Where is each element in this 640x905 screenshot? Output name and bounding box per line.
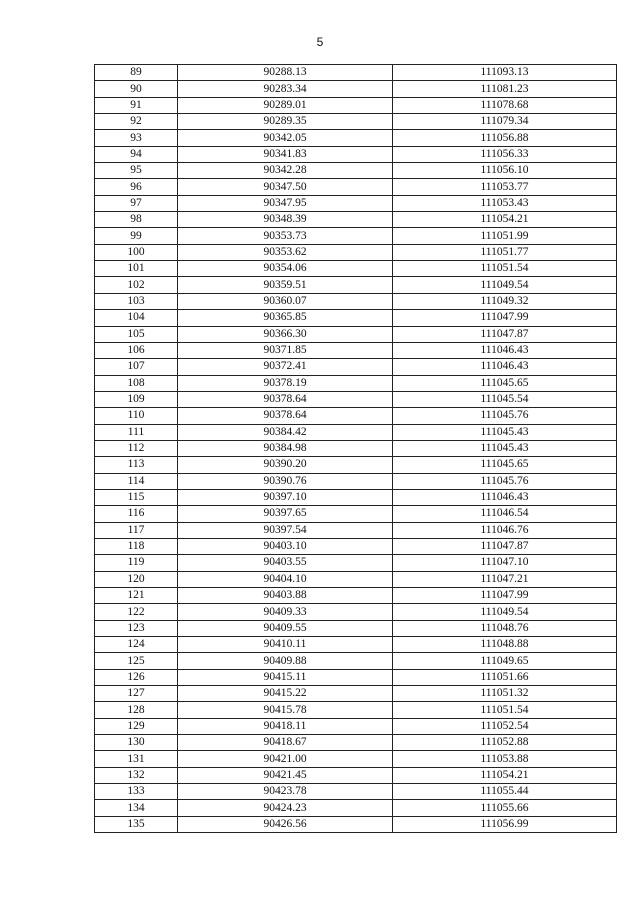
x-coordinate-cell: 90371.85 <box>178 342 393 358</box>
table-row <box>95 473 617 489</box>
y-coordinate-cell: 111051.77 <box>393 244 617 260</box>
point-number-cell: 111 <box>95 424 178 440</box>
table-row <box>95 555 617 571</box>
table-row <box>95 408 617 424</box>
x-coordinate-cell: 90378.19 <box>178 375 393 391</box>
x-coordinate-cell: 90418.67 <box>178 735 393 751</box>
table-row <box>95 816 617 832</box>
x-coordinate-cell: 90421.45 <box>178 767 393 783</box>
table-row <box>95 261 617 277</box>
x-coordinate-cell: 90415.78 <box>178 702 393 718</box>
x-coordinate-cell: 90288.13 <box>178 65 393 81</box>
x-coordinate-cell: 90360.07 <box>178 293 393 309</box>
table-row <box>95 130 617 146</box>
table-row <box>95 179 617 195</box>
point-number-cell: 123 <box>95 620 178 636</box>
point-number-cell: 129 <box>95 718 178 734</box>
x-coordinate-cell: 90409.88 <box>178 653 393 669</box>
x-coordinate-cell: 90359.51 <box>178 277 393 293</box>
x-coordinate-cell: 90390.20 <box>178 457 393 473</box>
y-coordinate-cell: 111045.65 <box>393 375 617 391</box>
table-row <box>95 800 617 816</box>
table-row <box>95 81 617 97</box>
y-coordinate-cell: 111051.54 <box>393 702 617 718</box>
point-number-cell: 114 <box>95 473 178 489</box>
point-number-cell: 122 <box>95 604 178 620</box>
x-coordinate-cell: 90372.41 <box>178 359 393 375</box>
x-coordinate-cell: 90397.10 <box>178 489 393 505</box>
point-number-cell: 107 <box>95 359 178 375</box>
point-number-cell: 103 <box>95 293 178 309</box>
point-number-cell: 90 <box>95 81 178 97</box>
y-coordinate-cell: 111054.21 <box>393 767 617 783</box>
x-coordinate-cell: 90409.33 <box>178 604 393 620</box>
x-coordinate-cell: 90378.64 <box>178 391 393 407</box>
x-coordinate-cell: 90421.00 <box>178 751 393 767</box>
y-coordinate-cell: 111051.66 <box>393 669 617 685</box>
table-row <box>95 195 617 211</box>
y-coordinate-cell: 111046.43 <box>393 489 617 505</box>
x-coordinate-cell: 90342.05 <box>178 130 393 146</box>
y-coordinate-cell: 111045.43 <box>393 440 617 456</box>
y-coordinate-cell: 111078.68 <box>393 97 617 113</box>
x-coordinate-cell: 90397.54 <box>178 522 393 538</box>
point-number-cell: 112 <box>95 440 178 456</box>
table-row <box>95 310 617 326</box>
point-number-cell: 91 <box>95 97 178 113</box>
table-row <box>95 571 617 587</box>
table-row <box>95 669 617 685</box>
point-number-cell: 105 <box>95 326 178 342</box>
y-coordinate-cell: 111047.99 <box>393 588 617 604</box>
table-row <box>95 440 617 456</box>
table-row <box>95 359 617 375</box>
y-coordinate-cell: 111047.10 <box>393 555 617 571</box>
y-coordinate-cell: 111048.76 <box>393 620 617 636</box>
point-number-cell: 128 <box>95 702 178 718</box>
point-number-cell: 118 <box>95 538 178 554</box>
table-row <box>95 653 617 669</box>
x-coordinate-cell: 90342.28 <box>178 163 393 179</box>
x-coordinate-cell: 90283.34 <box>178 81 393 97</box>
x-coordinate-cell: 90424.23 <box>178 800 393 816</box>
x-coordinate-cell: 90423.78 <box>178 784 393 800</box>
y-coordinate-cell: 111045.76 <box>393 408 617 424</box>
table-row <box>95 65 617 81</box>
y-coordinate-cell: 111045.43 <box>393 424 617 440</box>
y-coordinate-cell: 111051.54 <box>393 261 617 277</box>
y-coordinate-cell: 111046.76 <box>393 522 617 538</box>
y-coordinate-cell: 111047.87 <box>393 538 617 554</box>
point-number-cell: 96 <box>95 179 178 195</box>
point-number-cell: 106 <box>95 342 178 358</box>
table-row <box>95 506 617 522</box>
x-coordinate-cell: 90410.11 <box>178 637 393 653</box>
y-coordinate-cell: 111054.21 <box>393 212 617 228</box>
x-coordinate-cell: 90397.65 <box>178 506 393 522</box>
table-row <box>95 718 617 734</box>
x-coordinate-cell: 90289.35 <box>178 114 393 130</box>
table-row <box>95 342 617 358</box>
table-row <box>95 163 617 179</box>
x-coordinate-cell: 90409.55 <box>178 620 393 636</box>
table-row <box>95 767 617 783</box>
table-row <box>95 114 617 130</box>
table-row <box>95 489 617 505</box>
point-number-cell: 119 <box>95 555 178 571</box>
x-coordinate-cell: 90384.42 <box>178 424 393 440</box>
table-row <box>95 735 617 751</box>
y-coordinate-cell: 111093.13 <box>393 65 617 81</box>
point-number-cell: 125 <box>95 653 178 669</box>
x-coordinate-cell: 90341.83 <box>178 146 393 162</box>
y-coordinate-cell: 111053.43 <box>393 195 617 211</box>
table-row <box>95 146 617 162</box>
y-coordinate-cell: 111052.88 <box>393 735 617 751</box>
table-row <box>95 604 617 620</box>
table-row <box>95 228 617 244</box>
y-coordinate-cell: 111049.54 <box>393 604 617 620</box>
point-number-cell: 127 <box>95 686 178 702</box>
table-row <box>95 637 617 653</box>
point-number-cell: 121 <box>95 588 178 604</box>
x-coordinate-cell: 90353.73 <box>178 228 393 244</box>
x-coordinate-cell: 90347.95 <box>178 195 393 211</box>
x-coordinate-cell: 90404.10 <box>178 571 393 587</box>
table-row <box>95 424 617 440</box>
x-coordinate-cell: 90390.76 <box>178 473 393 489</box>
table-row <box>95 702 617 718</box>
y-coordinate-cell: 111055.66 <box>393 800 617 816</box>
x-coordinate-cell: 90415.11 <box>178 669 393 685</box>
table-row <box>95 212 617 228</box>
x-coordinate-cell: 90353.62 <box>178 244 393 260</box>
point-number-cell: 135 <box>95 816 178 832</box>
table-row <box>95 784 617 800</box>
y-coordinate-cell: 111046.54 <box>393 506 617 522</box>
x-coordinate-cell: 90403.88 <box>178 588 393 604</box>
table-row <box>95 391 617 407</box>
x-coordinate-cell: 90418.11 <box>178 718 393 734</box>
y-coordinate-cell: 111056.10 <box>393 163 617 179</box>
table-row <box>95 277 617 293</box>
point-number-cell: 92 <box>95 114 178 130</box>
point-number-cell: 89 <box>95 65 178 81</box>
y-coordinate-cell: 111055.44 <box>393 784 617 800</box>
table-row <box>95 375 617 391</box>
x-coordinate-cell: 90378.64 <box>178 408 393 424</box>
x-coordinate-cell: 90403.10 <box>178 538 393 554</box>
coordinates-table <box>94 64 617 833</box>
x-coordinate-cell: 90415.22 <box>178 686 393 702</box>
y-coordinate-cell: 111045.76 <box>393 473 617 489</box>
table-row <box>95 293 617 309</box>
table-row <box>95 538 617 554</box>
point-number-cell: 102 <box>95 277 178 293</box>
coordinates-table-body <box>95 65 617 833</box>
x-coordinate-cell: 90403.55 <box>178 555 393 571</box>
x-coordinate-cell: 90347.50 <box>178 179 393 195</box>
y-coordinate-cell: 111048.88 <box>393 637 617 653</box>
point-number-cell: 99 <box>95 228 178 244</box>
table-row <box>95 620 617 636</box>
y-coordinate-cell: 111053.77 <box>393 179 617 195</box>
y-coordinate-cell: 111053.88 <box>393 751 617 767</box>
point-number-cell: 97 <box>95 195 178 211</box>
y-coordinate-cell: 111046.43 <box>393 359 617 375</box>
point-number-cell: 94 <box>95 146 178 162</box>
point-number-cell: 126 <box>95 669 178 685</box>
y-coordinate-cell: 111056.88 <box>393 130 617 146</box>
y-coordinate-cell: 111049.54 <box>393 277 617 293</box>
table-row <box>95 588 617 604</box>
point-number-cell: 116 <box>95 506 178 522</box>
y-coordinate-cell: 111056.99 <box>393 816 617 832</box>
y-coordinate-cell: 111081.23 <box>393 81 617 97</box>
x-coordinate-cell: 90426.56 <box>178 816 393 832</box>
y-coordinate-cell: 111056.33 <box>393 146 617 162</box>
table-row <box>95 686 617 702</box>
table-row <box>95 97 617 113</box>
y-coordinate-cell: 111045.54 <box>393 391 617 407</box>
x-coordinate-cell: 90366.30 <box>178 326 393 342</box>
table-row <box>95 244 617 260</box>
point-number-cell: 131 <box>95 751 178 767</box>
point-number-cell: 134 <box>95 800 178 816</box>
table-row <box>95 457 617 473</box>
point-number-cell: 109 <box>95 391 178 407</box>
table-row <box>95 751 617 767</box>
point-number-cell: 104 <box>95 310 178 326</box>
point-number-cell: 100 <box>95 244 178 260</box>
y-coordinate-cell: 111046.43 <box>393 342 617 358</box>
x-coordinate-cell: 90365.85 <box>178 310 393 326</box>
x-coordinate-cell: 90354.06 <box>178 261 393 277</box>
point-number-cell: 95 <box>95 163 178 179</box>
y-coordinate-cell: 111079.34 <box>393 114 617 130</box>
y-coordinate-cell: 111047.87 <box>393 326 617 342</box>
point-number-cell: 133 <box>95 784 178 800</box>
y-coordinate-cell: 111051.99 <box>393 228 617 244</box>
y-coordinate-cell: 111045.65 <box>393 457 617 473</box>
table-row <box>95 326 617 342</box>
point-number-cell: 120 <box>95 571 178 587</box>
point-number-cell: 101 <box>95 261 178 277</box>
x-coordinate-cell: 90289.01 <box>178 97 393 113</box>
point-number-cell: 113 <box>95 457 178 473</box>
point-number-cell: 98 <box>95 212 178 228</box>
point-number-cell: 132 <box>95 767 178 783</box>
y-coordinate-cell: 111047.21 <box>393 571 617 587</box>
y-coordinate-cell: 111047.99 <box>393 310 617 326</box>
page-number: 5 <box>316 35 324 49</box>
point-number-cell: 130 <box>95 735 178 751</box>
table-row <box>95 522 617 538</box>
point-number-cell: 93 <box>95 130 178 146</box>
x-coordinate-cell: 90348.39 <box>178 212 393 228</box>
point-number-cell: 108 <box>95 375 178 391</box>
y-coordinate-cell: 111049.32 <box>393 293 617 309</box>
x-coordinate-cell: 90384.98 <box>178 440 393 456</box>
y-coordinate-cell: 111051.32 <box>393 686 617 702</box>
point-number-cell: 117 <box>95 522 178 538</box>
point-number-cell: 124 <box>95 637 178 653</box>
y-coordinate-cell: 111049.65 <box>393 653 617 669</box>
point-number-cell: 115 <box>95 489 178 505</box>
point-number-cell: 110 <box>95 408 178 424</box>
y-coordinate-cell: 111052.54 <box>393 718 617 734</box>
